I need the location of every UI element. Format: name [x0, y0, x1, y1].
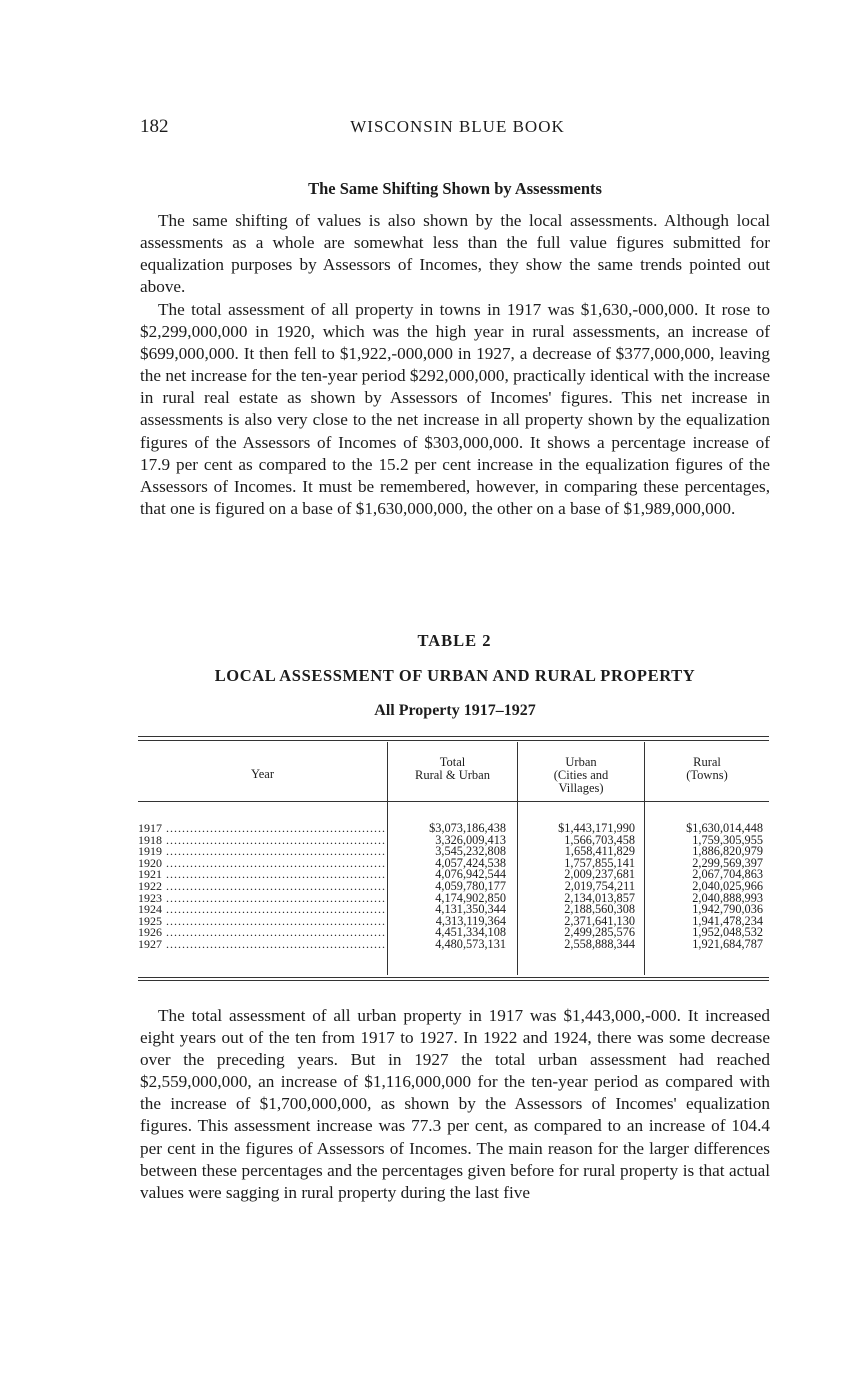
table-bottom-rule-2 — [138, 980, 769, 981]
header-total: Total Rural & Urban — [415, 755, 490, 782]
rural-cell: 2,040,025,966 — [692, 878, 763, 893]
table-bottom-rule — [138, 977, 769, 978]
urban-cell: 2,558,888,344 — [564, 936, 635, 951]
urban-cell: 2,371,641,130 — [564, 913, 635, 928]
year-cell: 1917 ..... — [138, 823, 386, 835]
rural-cell: 1,952,048,532 — [692, 925, 763, 940]
rural-cell: 2,067,704,863 — [692, 867, 763, 882]
year-cell: 1927 ..... — [138, 939, 386, 951]
rural-column — [645, 823, 763, 951]
year-cell: 1921 ..... — [138, 869, 386, 881]
year-cell: 1923 ..... — [138, 893, 386, 905]
urban-cell: 2,009,237,681 — [564, 867, 635, 882]
year-cell: 1919 ..... — [138, 846, 386, 858]
paragraph-1 — [140, 210, 770, 298]
assessment-table — [138, 736, 769, 981]
paragraph-2-text: The total assessment of all property in towns in 1917 was $1,630,-000,000. It rose to $2,299,000,000 in 1920, which was the high year in rural assessments, an increase of $699,000,000. It then fell to $1,922,-000,000 in 1927, a decrease of $377,000,000, leaving the net increase for the ten-year period $292,000,000, practically identical with the increase in rural real estate as shown by Assessors of Incomes' figures. This net increase in assessments is also very close to the net increase in all property shown by the equalization figures of the Assessors of Incomes of $303,000,000. It shows a percentage increase of 17.9 per cent as compared to the 15.2 per cent increase in the equalization figures of the Assessors of Incomes. It must be remembered, however, in comparing these percentages, that one is figured on a base of $1,630,000,000, the other on a base of $1,989,000,000. — [140, 300, 770, 518]
year-column — [138, 823, 386, 951]
rural-cell: 1,886,820,979 — [692, 844, 763, 859]
urban-cell: 1,757,855,141 — [564, 855, 635, 870]
paragraph-2 — [140, 299, 770, 520]
total-cell: 3,545,232,808 — [435, 844, 506, 859]
urban-cell: 1,658,411,829 — [564, 844, 635, 859]
urban-cell: 2,134,013,857 — [564, 890, 635, 905]
rural-cell: 1,921,684,787 — [692, 936, 763, 951]
table-top-rule — [138, 736, 769, 737]
rural-cell: 1,759,305,955 — [692, 832, 763, 847]
urban-cell: 2,188,560,308 — [564, 902, 635, 917]
total-cell: 4,131,350,344 — [435, 902, 506, 917]
rural-cell: 2,299,569,397 — [692, 855, 763, 870]
table-header-rule — [138, 801, 769, 802]
section-heading: The Same Shifting Shown by Assessments — [308, 179, 602, 198]
total-cell: $3,073,186,438 — [429, 821, 506, 835]
table-label: TABLE 2 — [417, 631, 492, 650]
rural-cell: $1,630,014,448 — [686, 821, 763, 835]
year-cell: 1922 ..... — [138, 881, 386, 893]
table-subtitle: All Property 1917–1927 — [374, 702, 536, 719]
urban-cell: $1,443,171,990 — [558, 821, 635, 835]
year-cell: 1918 ..... — [138, 835, 386, 847]
total-cell: 4,174,902,850 — [435, 890, 506, 905]
paragraph-3-text: The total assessment of all urban property in 1917 was $1,443,000,-000. It increased eight years out of the ten from 1917 to 1927. In 1922 and 1924, there was some decrease over the preceding years. But in 1927 the total urban assessment had reached $2,559,000,000, an increase of $1,116,000,000 for the ten-year period as compared with the increase of $1,700,000,000, as shown by the Assessors of Incomes' equalization figures. This assessment increase was 77.3 per cent, as compared to an increase of 104.4 per cent in the figures of Assessors of Incomes. The main reason for the larger differences between these percentages and the percentages given before for rural property is that actual values were sagging in rural property during the last five — [140, 1006, 770, 1202]
header-rural: Rural (Towns) — [686, 755, 728, 782]
year-cell: 1925 ..... — [138, 916, 386, 928]
rural-cell: 1,941,478,234 — [692, 913, 763, 928]
year-cell: 1924 ..... — [138, 904, 386, 916]
total-cell: 4,057,424,538 — [435, 855, 506, 870]
header-year: Year — [250, 767, 275, 781]
rural-cell: 1,942,790,036 — [692, 902, 763, 917]
running-head: WISCONSIN BLUE BOOK — [350, 117, 565, 136]
total-cell: 4,076,942,544 — [435, 867, 506, 882]
urban-cell: 1,566,703,458 — [564, 832, 635, 847]
table-top-rule-2 — [138, 740, 769, 741]
total-column — [388, 823, 506, 951]
total-cell: 4,480,573,131 — [435, 936, 506, 951]
urban-cell: 2,499,285,576 — [564, 925, 635, 940]
paragraph-1-text: The same shifting of values is also shown by the local assessments. Although local assessments as a whole are somewhat less than the full value figures submitted for equalization purposes by Assessors of Incomes, they show the same trends pointed out above. — [140, 211, 770, 297]
rural-cell: 2,040,888,993 — [692, 890, 763, 905]
header-urban: Urban (Cities and Villages) — [553, 755, 609, 795]
year-cell: 1920 ..... — [138, 858, 386, 870]
urban-cell: 2,019,754,211 — [564, 878, 635, 893]
table-title: LOCAL ASSESSMENT OF URBAN AND RURAL PROPERTY — [214, 666, 696, 685]
urban-column — [518, 823, 635, 951]
total-cell: 3,326,009,413 — [435, 832, 506, 847]
paragraph-3 — [140, 1005, 770, 1204]
total-cell: 4,451,334,108 — [435, 925, 506, 940]
total-cell: 4,059,780,177 — [435, 878, 506, 893]
year-cell: 1926 ..... — [138, 927, 386, 939]
page-number: 182 — [140, 116, 169, 137]
total-cell: 4,313,119,364 — [435, 913, 506, 928]
